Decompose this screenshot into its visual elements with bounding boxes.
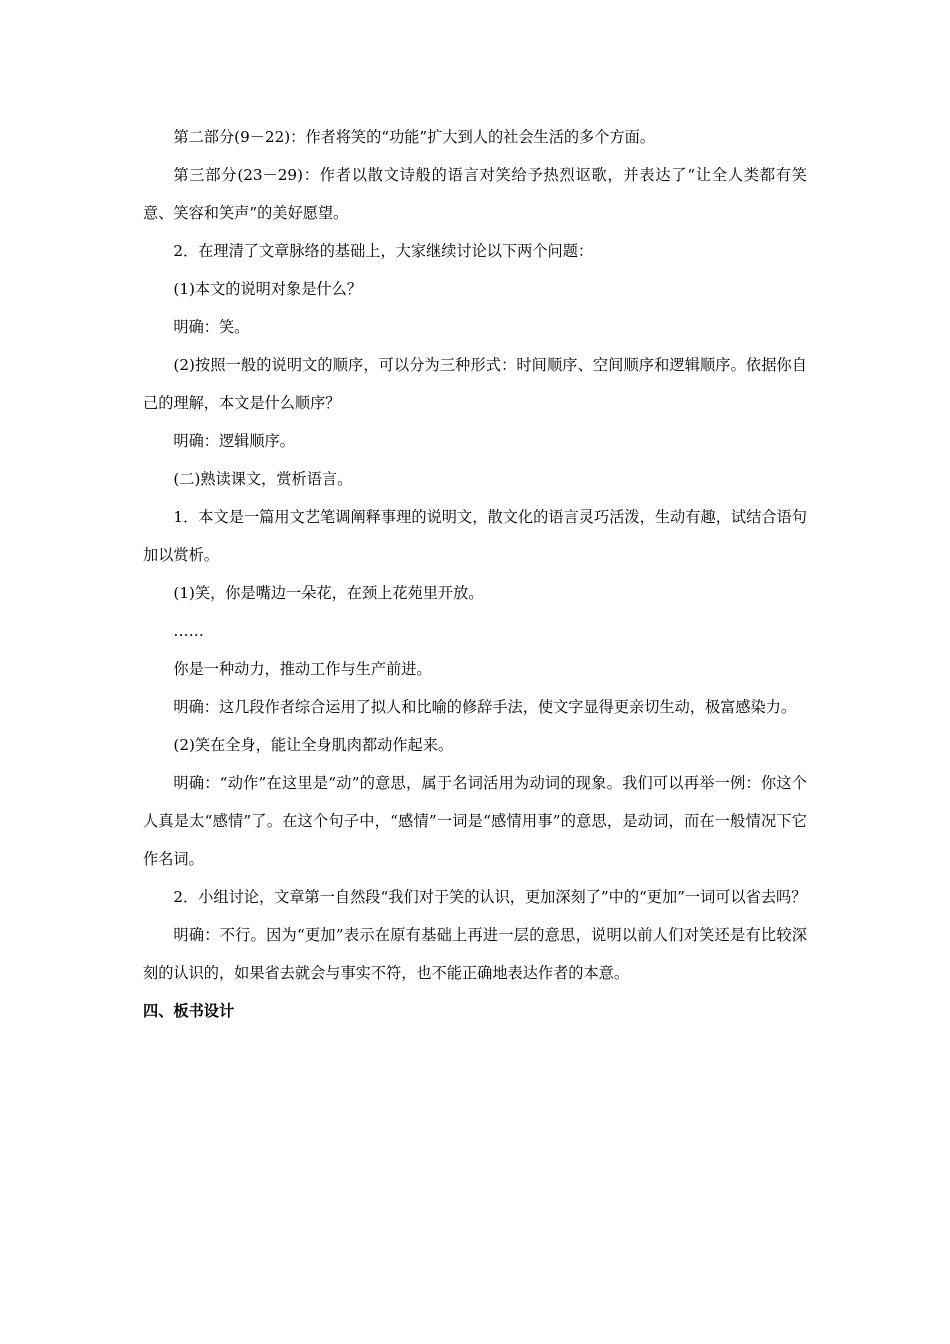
paragraph-part-two: 第二部分(9－22)：作者将笑的“功能”扩大到人的社会生活的多个方面。: [173, 128, 656, 146]
paragraph-answer-3: 明确：这几段作者综合运用了拟人和比喻的修辞手法，使文字显得更亲切生动，极富感染力。: [173, 698, 797, 716]
paragraph-task-1: 1．本文是一篇用文艺笔调阐释事理的说明文，散文化的语言灵巧活泼，生动有趣，试结合语句加以赏析。: [143, 508, 807, 564]
paragraph-question-2: (2)按照一般的说明文的顺序，可以分为三种形式：时间顺序、空间顺序和逻辑顺序。依据你自己的理解，本文是什么顺序？: [143, 356, 807, 412]
paragraph-part-three: 第三部分(23－29)：作者以散文诗般的语言对笑给予热烈讴歌，并表达了“让全人类都有笑意、笑容和笑声”的美好愿望。: [143, 166, 807, 222]
paragraph-subsection-two: (二)熟读课文，赏析语言。: [173, 470, 353, 488]
paragraph-quote-2: 你是一种动力，推动工作与生产前进。: [173, 660, 432, 678]
paragraph-answer-1: 明确：笑。: [173, 318, 250, 336]
paragraph-answer-4: 明确：“动作”在这里是“动”的意思，属于名词活用为动词的现象。我们可以再举一例：你这个人真是太“感情”了。在这个句子中，“感情”一词是“感情用事”的意思，是动词，而在一般情况下它作名词。: [143, 774, 807, 868]
paragraph-task-2: 2．小组讨论，文章第一自然段“我们对于笑的认识，更加深刻了”中的“更加”一词可以省去吗？: [173, 888, 807, 906]
paragraph-quote-3: (2)笑在全身，能让全身肌肉都动作起来。: [173, 736, 454, 754]
paragraph-answer-5: 明确：不行。因为“更加”表示在原有基础上再进一层的意思，说明以前人们对笑还是有比较深刻的认识的，如果省去就会与事实不符，也不能正确地表达作者的本意。: [143, 926, 807, 982]
paragraph-question-1: (1)本文的说明对象是什么？: [173, 280, 362, 298]
section-heading: 四、板书设计: [143, 1002, 235, 1020]
document-body: [143, 118, 807, 1030]
paragraph-ellipsis: ……: [173, 622, 204, 640]
paragraph-quote-1: (1)笑，你是嘴边一朵花，在颈上花苑里开放。: [173, 584, 484, 602]
paragraph-answer-2: 明确：逻辑顺序。: [173, 432, 295, 450]
paragraph-question-intro: 2．在理清了文章脉络的基础上，大家继续讨论以下两个问题：: [173, 242, 594, 260]
